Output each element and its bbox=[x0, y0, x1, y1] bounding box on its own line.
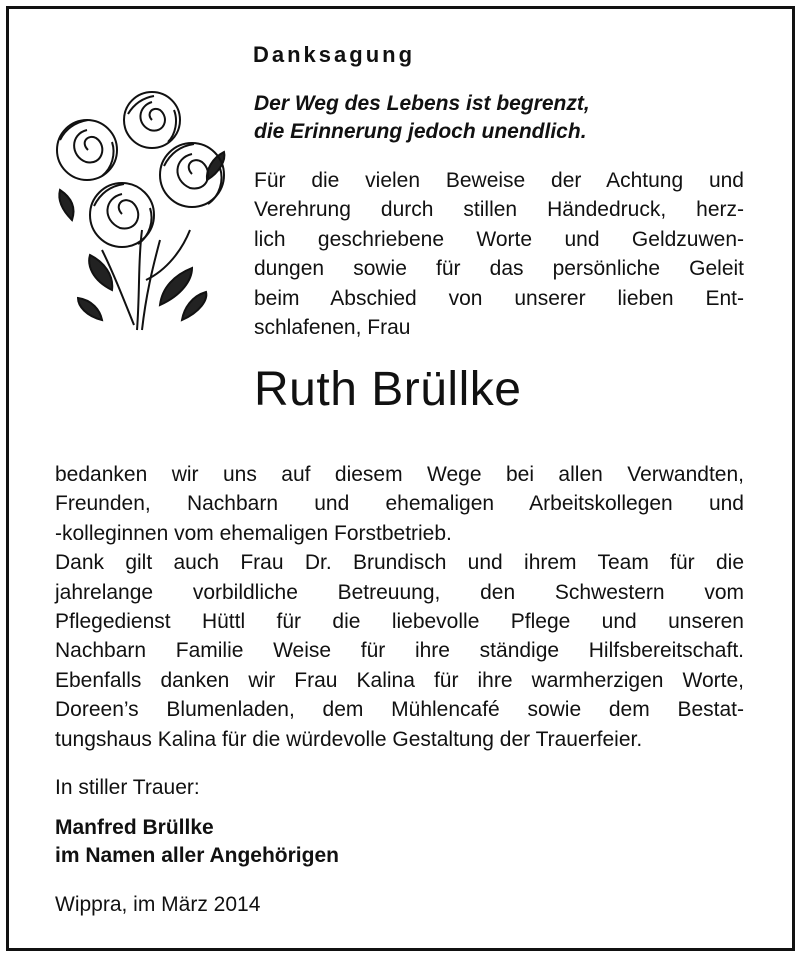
deceased-name: Ruth Brüllke bbox=[254, 363, 522, 416]
signature bbox=[55, 814, 339, 870]
motto-line: die Erinnerung jedoch unendlich. bbox=[254, 120, 587, 143]
signature-relation: im Namen aller Angehörigen bbox=[55, 844, 339, 867]
place-date: Wippra, im März 2014 bbox=[55, 893, 261, 916]
intro-line: Verehrung durch stillen Händedruck, herz- bbox=[254, 198, 744, 222]
motto bbox=[254, 90, 590, 146]
body-line: Ebenfalls danken wir Frau Kalina für ihre warmherzigen Worte, bbox=[55, 668, 744, 692]
body-line: -kolleginnen vom ehemaligen Forstbetrieb. bbox=[55, 521, 452, 545]
intro-line: beim Abschied von unserer lieben Ent- bbox=[254, 286, 744, 310]
intro-line: lich geschriebene Worte und Geldzuwen- bbox=[254, 227, 744, 251]
body-line: bedanken wir uns auf diesem Wege bei allen Verwandten, bbox=[55, 463, 744, 486]
signature-name: Manfred Brüllke bbox=[55, 816, 214, 839]
intro-line: schlafenen, Frau bbox=[254, 316, 411, 340]
body-line: jahrelange vorbildliche Betreuung, den Schwestern vom bbox=[55, 580, 744, 604]
body-line: Dank gilt auch Frau Dr. Brundisch und ihrem Team für die bbox=[55, 551, 744, 575]
body-text bbox=[55, 460, 744, 754]
body-line: tungshaus Kalina für die würdevolle Gestaltung der Trauerfeier. bbox=[55, 727, 643, 751]
intro-line: Für die vielen Beweise der Achtung und bbox=[254, 169, 744, 192]
roses-illustration bbox=[42, 80, 232, 340]
intro-line: dungen sowie für das persönliche Geleit bbox=[254, 257, 744, 281]
body-line: Nachbarn Familie Weise für ihre ständige Hilfsbereitschaft. bbox=[55, 639, 744, 663]
body-line: Pflegedienst Hüttl für die liebevolle Pflege und unseren bbox=[55, 610, 744, 634]
heading-danksagung: Danksagung bbox=[253, 42, 416, 67]
motto-line: Der Weg des Lebens ist begrenzt, bbox=[254, 92, 590, 115]
signature-label: In stiller Trauer: bbox=[55, 776, 200, 799]
body-line: Doreen’s Blumenladen, dem Mühlencafé sowie dem Bestat- bbox=[55, 698, 744, 722]
body-line: Freunden, Nachbarn und ehemaligen Arbeitskollegen und bbox=[55, 492, 744, 516]
intro-text bbox=[254, 166, 744, 342]
